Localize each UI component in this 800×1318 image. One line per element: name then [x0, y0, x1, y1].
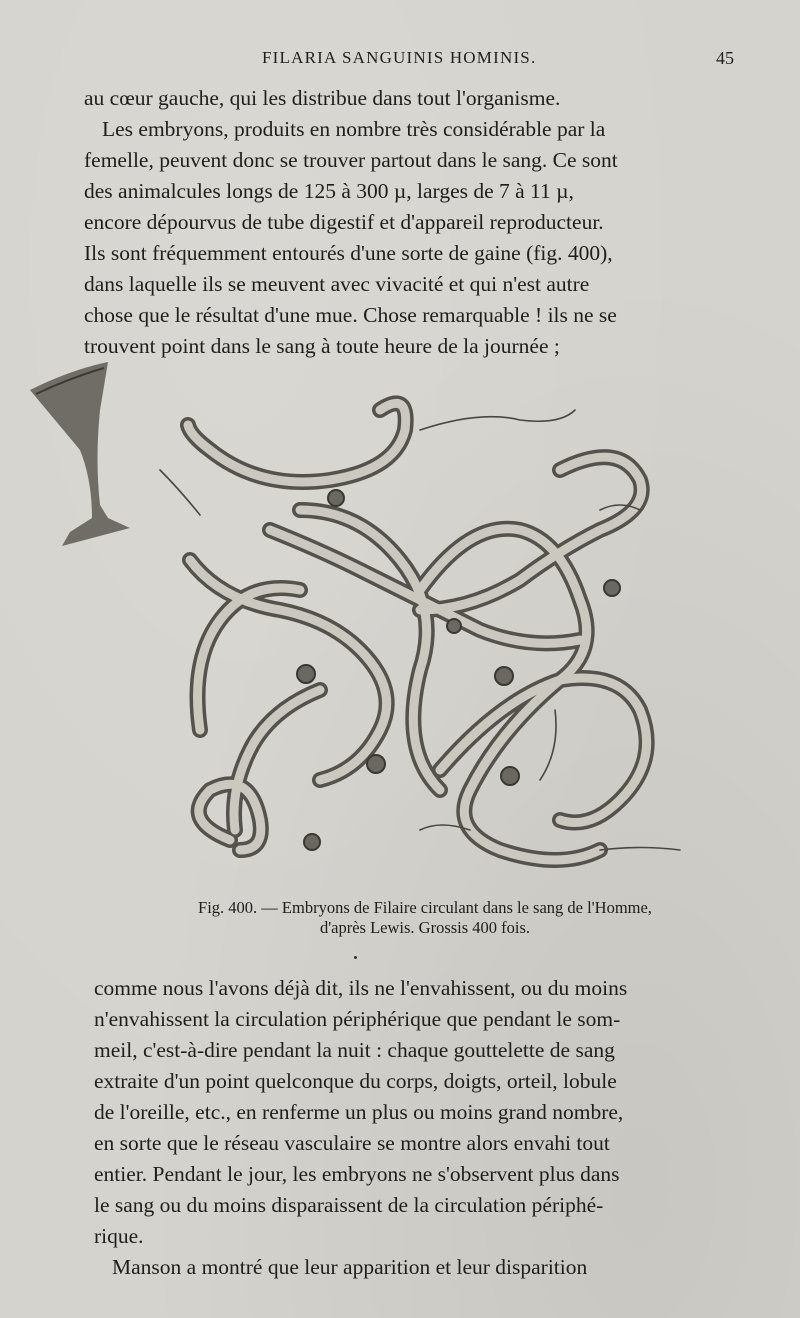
- text-line: extraite d'un point quelconque du corps, doigts, orteil, lobule: [94, 1069, 617, 1093]
- text-line: chose que le résultat d'une mue. Chose remarquable ! ils ne se: [84, 303, 617, 327]
- text-line: en sorte que le réseau vasculaire se montre alors envahi tout: [94, 1131, 610, 1155]
- page-header: [0, 44, 800, 74]
- page-number: 45: [716, 48, 734, 68]
- text-line: Manson a montré que leur apparition et leur disparition: [112, 1255, 588, 1279]
- body-text-top: [84, 83, 756, 362]
- worm-group: [160, 403, 680, 860]
- text-line: meil, c'est-à-dire pendant la nuit : chaque gouttelette de sang: [94, 1038, 615, 1062]
- text-line: encore dépourvus de tube digestif et d'appareil reproducteur.: [84, 210, 604, 234]
- text-line: trouvent point dans le sang à toute heure de la journée ;: [84, 334, 560, 358]
- text-line: de l'oreille, etc., en renferme un plus ou moins grand nombre,: [94, 1100, 624, 1124]
- figure-400: [0, 350, 800, 890]
- text-line: dans laquelle ils se meuvent avec vivacité et qui n'est autre: [84, 272, 590, 296]
- text-line: comme nous l'avons déjà dit, ils ne l'envahissent, ou du moins: [94, 976, 628, 1000]
- margin-glass-stamp: [30, 362, 130, 546]
- caption-line-1: Fig. 400. — Embryons de Filaire circulant dans le sang de l'Homme,: [198, 898, 652, 917]
- text-line: femelle, peuvent donc se trouver partout dans le sang. Ce sont: [84, 148, 618, 172]
- text-line: rique.: [94, 1224, 144, 1248]
- printer-dot: [354, 956, 357, 959]
- running-title: FILARIA SANGUINIS HOMINIS.: [262, 48, 537, 67]
- text-line: Les embryons, produits en nombre très considérable par la: [102, 117, 606, 141]
- figure-caption: [120, 898, 730, 938]
- text-line: Ils sont fréquemment entourés d'une sorte de gaine (fig. 400),: [84, 241, 613, 265]
- text-line: des animalcules longs de 125 à 300 µ, larges de 7 à 11 µ,: [84, 179, 574, 203]
- filaria-embryos-illustration: [0, 350, 800, 890]
- caption-line-2: d'après Lewis. Grossis 400 fois.: [319, 918, 531, 937]
- text-line: n'envahissent la circulation périphérique que pendant le som-: [94, 1007, 621, 1031]
- text-line: le sang ou du moins disparaissent de la circulation périphé-: [94, 1193, 604, 1217]
- body-text-bottom: [94, 973, 760, 1283]
- text-line: entier. Pendant le jour, les embryons ne s'observent plus dans: [94, 1162, 620, 1186]
- text-line: au cœur gauche, qui les distribue dans tout l'organisme.: [84, 86, 561, 110]
